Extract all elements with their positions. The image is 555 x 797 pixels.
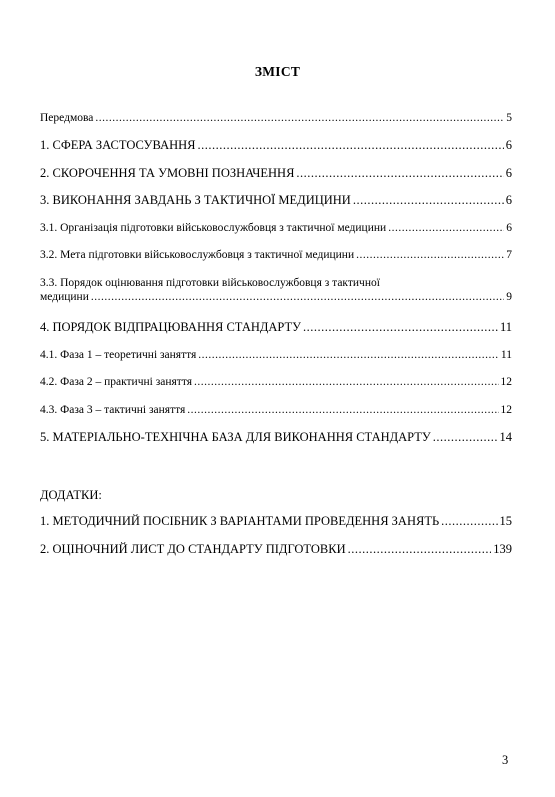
toc-leader-dots xyxy=(194,375,499,389)
appendix-entry-text: 2. ОЦІНОЧНИЙ ЛИСТ ДО СТАНДАРТУ ПІДГОТОВКИ xyxy=(40,542,346,556)
toc-entry-text: 4.3. Фаза 3 – тактичні заняття xyxy=(40,404,186,416)
appendix-title: ДОДАТКИ: xyxy=(40,488,102,502)
toc-entry-page: 6 xyxy=(506,222,512,234)
toc-leader-dots xyxy=(296,166,503,180)
toc-leader-dots xyxy=(198,348,499,362)
toc-leader-dots xyxy=(303,320,498,334)
toc-entry-page: 9 xyxy=(506,291,512,303)
toc-leader-dots xyxy=(441,514,497,528)
toc-entry-page: 12 xyxy=(500,376,512,388)
toc-entry-text: 3.3. Порядок оцінювання підготовки військовослужбовця з тактичної xyxy=(40,277,380,289)
toc-entry-page: 7 xyxy=(506,249,512,261)
page-title: ЗМІСТ xyxy=(254,64,301,79)
toc-entry-3-1[interactable] xyxy=(40,221,512,235)
toc-entry-preface[interactable] xyxy=(40,111,512,125)
appendix-entry-1[interactable] xyxy=(40,514,512,528)
toc-leader-dots xyxy=(91,290,504,304)
toc-entry-page: 6 xyxy=(505,166,512,180)
toc-leader-dots xyxy=(433,430,498,444)
toc-entry-4-1[interactable] xyxy=(40,348,512,362)
toc-entry-5[interactable] xyxy=(40,430,512,444)
toc-entry-page: 5 xyxy=(506,112,512,124)
appendix-entry-2[interactable] xyxy=(40,542,512,556)
toc-leader-dots xyxy=(356,248,504,262)
toc-entry-text: 4. ПОРЯДОК ВІДПРАЦЮВАННЯ СТАНДАРТУ xyxy=(40,320,302,334)
toc-entry-4-2[interactable] xyxy=(40,375,512,389)
toc-entry-4-3[interactable] xyxy=(40,403,512,417)
appendix-entry-page: 139 xyxy=(493,542,512,556)
appendix-entry-page: 15 xyxy=(499,514,512,528)
toc-entry-text: 3.2. Мета підготовки військовослужбовця з тактичної медицини xyxy=(40,249,355,261)
toc-entry-line2 xyxy=(40,290,512,304)
toc-entry-page: 11 xyxy=(500,349,512,361)
toc-entry-page: 12 xyxy=(500,404,512,416)
toc-entry-text-cont: медицини xyxy=(40,291,89,303)
appendix-entry-text: 1. МЕТОДИЧНИЙ ПОСІБНИК З ВАРІАНТАМИ ПРОВЕДЕННЯ ЗАНЯТЬ xyxy=(40,514,440,528)
toc-entry-page: 14 xyxy=(499,430,512,444)
toc-leader-dots xyxy=(348,542,492,556)
toc-entry-text: 1. СФЕРА ЗАСТОСУВАННЯ xyxy=(40,138,196,152)
toc-entry-text: 5. МАТЕРІАЛЬНО-ТЕХНІЧНА БАЗА ДЛЯ ВИКОНАННЯ СТАНДАРТУ xyxy=(40,430,431,444)
toc-entry-3[interactable] xyxy=(40,193,512,207)
toc-leader-dots xyxy=(187,403,498,417)
toc-entry-text: 3.1. Організація підготовки військовослужбовця з тактичної медицини xyxy=(40,222,387,234)
toc-entry-1[interactable] xyxy=(40,138,512,152)
toc-leader-dots xyxy=(388,221,504,235)
toc-leader-dots xyxy=(353,193,504,207)
toc-entry-text: 4.2. Фаза 2 – практичні заняття xyxy=(40,376,192,388)
toc-entry-text: 2. СКОРОЧЕННЯ ТА УМОВНІ ПОЗНАЧЕННЯ xyxy=(40,166,295,180)
toc-entry-3-2[interactable] xyxy=(40,248,512,262)
toc-entry-page: 6 xyxy=(505,138,512,152)
toc-entry-page: 6 xyxy=(505,193,512,207)
toc-entry-text: Передмова xyxy=(40,112,94,124)
toc-leader-dots xyxy=(198,138,504,152)
toc-entry-4[interactable] xyxy=(40,320,512,334)
page-number: 3 xyxy=(502,753,509,767)
toc-entry-2[interactable] xyxy=(40,166,512,180)
toc-entry-3-3[interactable] xyxy=(40,276,512,304)
toc-entry-text: 4.1. Фаза 1 – теоретичні заняття xyxy=(40,349,197,361)
toc-entry-text: 3. ВИКОНАННЯ ЗАВДАНЬ З ТАКТИЧНОЇ МЕДИЦИНИ xyxy=(40,193,351,207)
toc-entry-page: 11 xyxy=(499,320,512,334)
toc-leader-dots xyxy=(95,111,504,125)
